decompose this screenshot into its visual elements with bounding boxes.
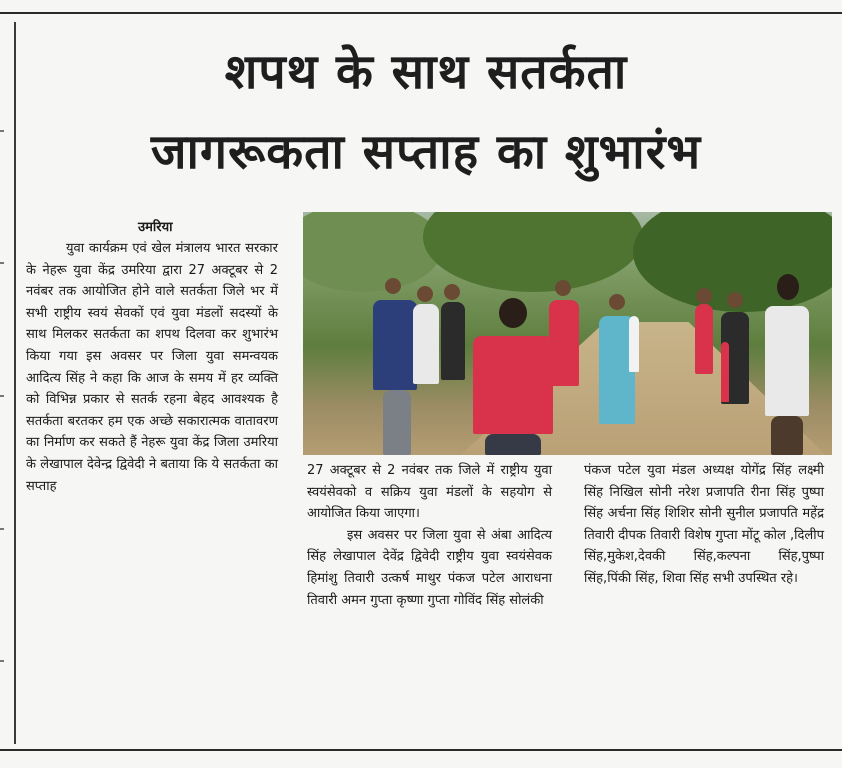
person-head bbox=[727, 292, 743, 308]
edge-mark bbox=[0, 660, 4, 662]
person-head bbox=[417, 286, 433, 302]
person-trousers bbox=[485, 434, 541, 455]
article-paragraph: 27 अक्टूबर से 2 नवंबर तक जिले में राष्ट्रीय युवा स्वयंसेवको व सक्रिय युवा मंडलों के सहयोग से आयोजित किया जाएगा। bbox=[307, 463, 552, 522]
person-trousers bbox=[771, 416, 803, 455]
article-column-2 bbox=[307, 460, 552, 611]
article-paragraph: युवा कार्यक्रम एवं खेल मंत्रालय भारत सरकार के नेहरू युवा केंद्र उमरिया द्वारा 27 अक्टूबर से 2 नवंबर तक आयोजित होने वाले सतर्कता जिले भर में सभी राष्ट्रीय स्वयं सेवकों एवं युवा मंडलों सदस्यों के साथ मिलकर सतर्कता का शपथ दिलवा कर शुभारंभ किया गया इस अवसर पर जिला युवा समन्वयक आदित्य सिंह ने कहा कि आज के समय में हर व्यक्ति को विभिन्न प्रकार से सतर्क रहना बेहद आवश्यक है सतर्कता बरतकर हम एक अच्छे सकारात्मक वातावरण का निर्माण कर सकते हैं नेहरू युवा केंद्र जिला उमरिया के लेखापाल देवेन्द्र द्विवेदी ने बताया कि ये सतर्कता का सप्ताह bbox=[26, 241, 278, 494]
tree-foliage bbox=[303, 212, 443, 292]
person-head bbox=[499, 298, 527, 328]
tree-foliage bbox=[423, 212, 643, 292]
article-paragraph: पंकज पटेल युवा मंडल अध्यक्ष योगेंद्र सिंह लक्ष्मी सिंह निखिल सोनी नरेश प्रजापति रीना सिंह पुष्पा सिंह अर्चना सिंह शिशिर सोनी सुनील प्रजापति महेंद्र तिवारी दीपक तिवारी विशेष गुप्ता मोंटू कोल ,दिलीप सिंह,मुकेश,देवकी सिंह,कल्पना सिंह,पुष्पा सिंह,पिंकी सिंह, शिवा सिंह सभी उपस्थित रहे। bbox=[584, 463, 824, 586]
person-trousers bbox=[383, 390, 411, 455]
person-blue-shirt bbox=[373, 300, 417, 390]
person-head bbox=[555, 280, 571, 296]
dateline: उमरिया bbox=[138, 220, 173, 235]
person-dark-shirt bbox=[441, 302, 465, 380]
dupatta bbox=[721, 342, 729, 402]
person-red-shirt bbox=[549, 300, 579, 386]
headline-line-2: जागरूकता सप्ताह का शुभारंभ bbox=[150, 124, 702, 180]
headline-line-1: शपथ के साथ सतर्कता bbox=[224, 44, 628, 100]
person-head bbox=[609, 294, 625, 310]
article-column-3 bbox=[584, 460, 824, 590]
person-head bbox=[385, 278, 401, 294]
article-column-1 bbox=[26, 238, 278, 497]
edge-mark bbox=[0, 528, 4, 530]
person-red-top-foreground bbox=[473, 336, 553, 434]
bottom-rule bbox=[0, 749, 842, 751]
column-divider-left bbox=[14, 22, 16, 744]
person-head bbox=[696, 288, 712, 304]
dupatta bbox=[629, 316, 639, 372]
person-head bbox=[444, 284, 460, 300]
person-white-shirt bbox=[413, 304, 439, 384]
person-white-shirt-right bbox=[765, 306, 809, 416]
person-head bbox=[777, 274, 799, 300]
news-photo bbox=[303, 212, 832, 455]
article-paragraph: इस अवसर पर जिला युवा से अंबा आदित्य सिंह लेखापाल देवेंद्र द्विवेदी राष्ट्रीय युवा स्वयंसेवक हिमांशु तिवारी उत्कर्ष माथुर पंकज पटेल आराधना तिवारी अमन गुप्ता कृष्णा गुप्ता गोविंद सिंह सोलंकी bbox=[307, 527, 552, 608]
person-far-red bbox=[695, 304, 713, 374]
edge-mark bbox=[0, 395, 4, 397]
top-rule bbox=[0, 12, 842, 14]
edge-mark bbox=[0, 262, 4, 264]
edge-mark bbox=[0, 130, 4, 132]
